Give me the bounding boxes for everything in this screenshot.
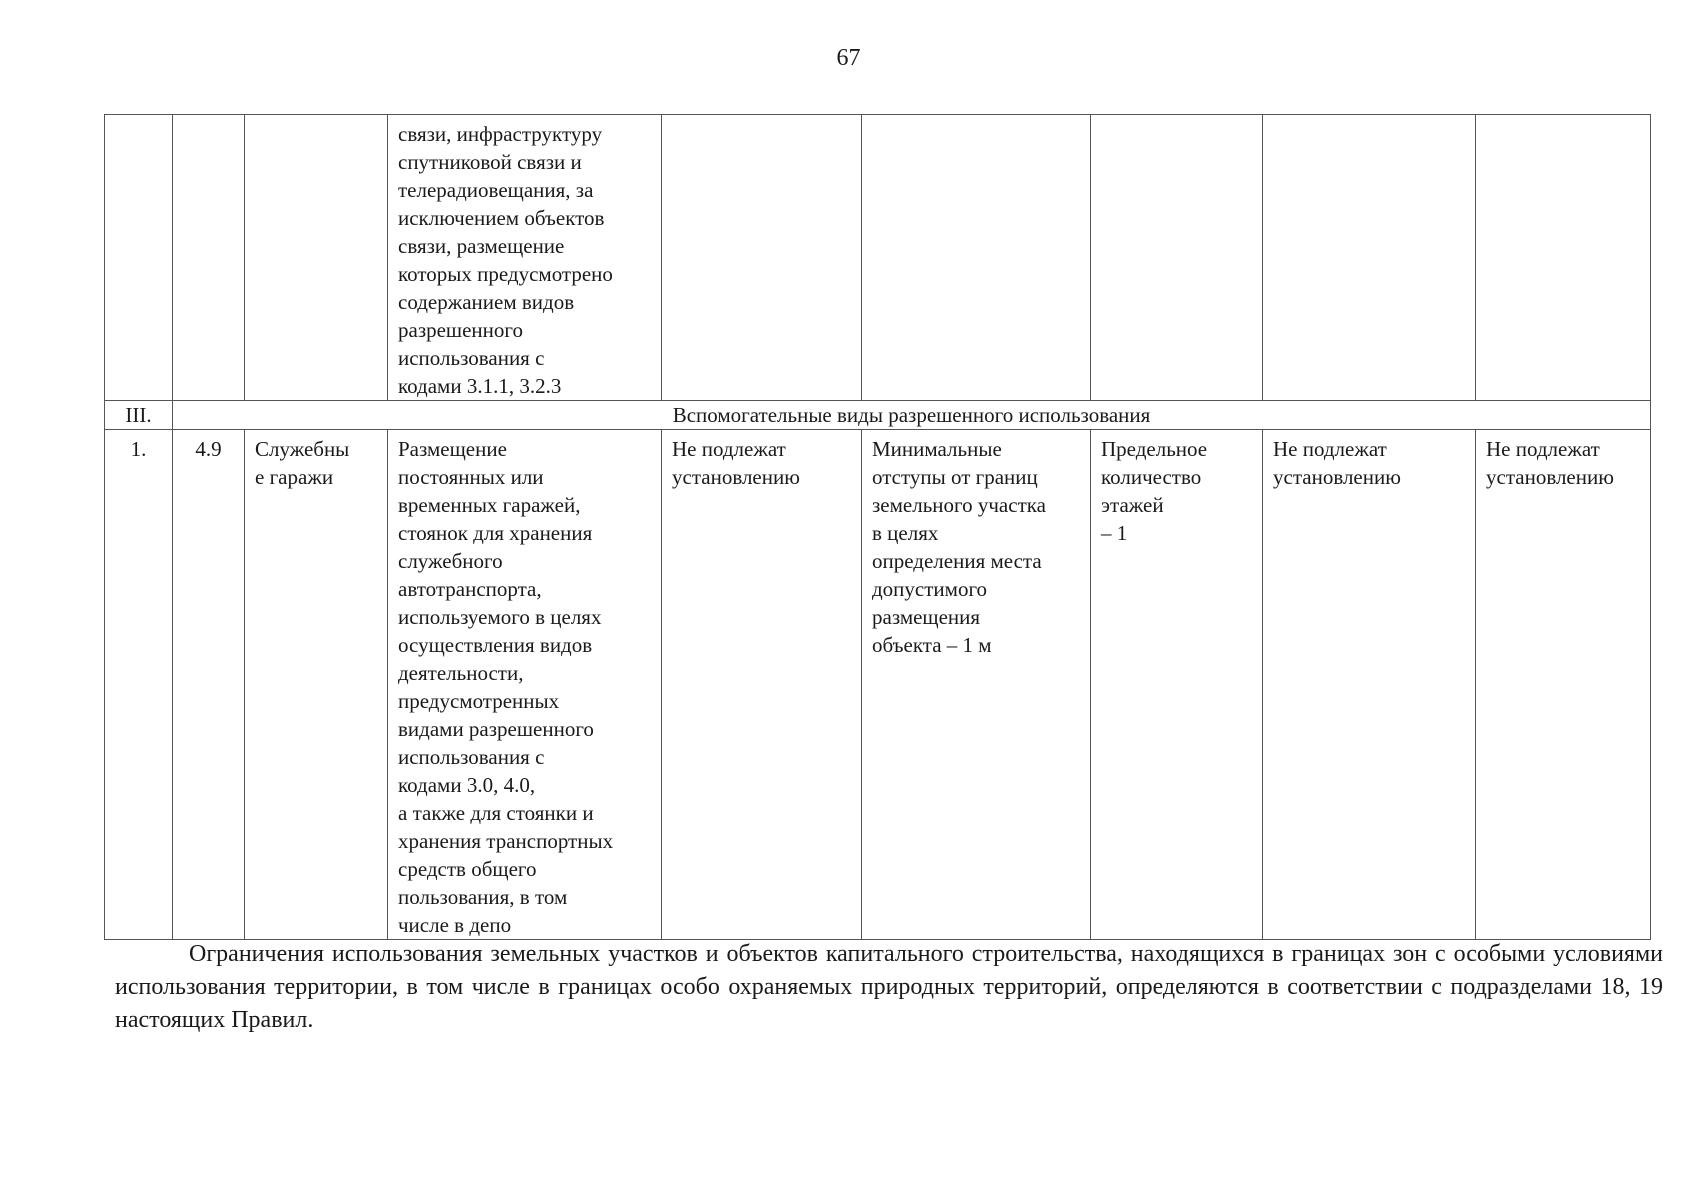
table-row (105, 430, 1651, 940)
cell-name (245, 115, 388, 401)
cell-coverage (1263, 115, 1476, 401)
cell-description: Размещение постоянных или временных гаражей, стоянок для хранения служебного автотранспорта, используемого в целях осуществления видов деятельности, предусмотренных видами разрешенного использования с кодами 3.0, 4.0, а также для стоянки и хранения транспортных средств общего пользования, в том числе в депо (388, 430, 662, 940)
cell-num (105, 115, 173, 401)
cell-area: Не подлежат установлению (662, 430, 862, 940)
section-number: III. (105, 401, 173, 430)
table-row-continuation (105, 115, 1651, 401)
cell-code (173, 115, 245, 401)
cell-area (662, 115, 862, 401)
section-title: Вспомогательные виды разрешенного использования (173, 401, 1651, 430)
cell-other: Не подлежат установлению (1476, 430, 1651, 940)
land-use-table (104, 114, 1651, 940)
cell-name: Служебны е гаражи (245, 430, 388, 940)
page-number: 67 (836, 45, 861, 71)
cell-num: 1. (105, 430, 173, 940)
cell-description: связи, инфраструктуру спутниковой связи и телерадиовещания, за исключением объектов связи, размещение которых предусмотрено содержанием видов разрешенного использования с кодами 3.1.1, 3.2.3 (388, 115, 662, 401)
cell-coverage: Не подлежат установлению (1263, 430, 1476, 940)
cell-setback: Минимальные отступы от границ земельного участка в целях определения места допустимого размещения объекта – 1 м (862, 430, 1091, 940)
cell-setback (862, 115, 1091, 401)
cell-floors (1091, 115, 1263, 401)
footnote-paragraph: Ограничения использования земельных участков и объектов капитального строительства, находящихся в границах зон с особыми условиями использования территории, в том числе в границах особо охраняемых природных территорий, определяются в соответствии с подразделами 18, 19 настоящих Правил. (115, 941, 1663, 1033)
cell-code: 4.9 (173, 430, 245, 940)
section-header-row (105, 401, 1651, 430)
cell-other (1476, 115, 1651, 401)
cell-floors: Предельное количество этажей – 1 (1091, 430, 1263, 940)
